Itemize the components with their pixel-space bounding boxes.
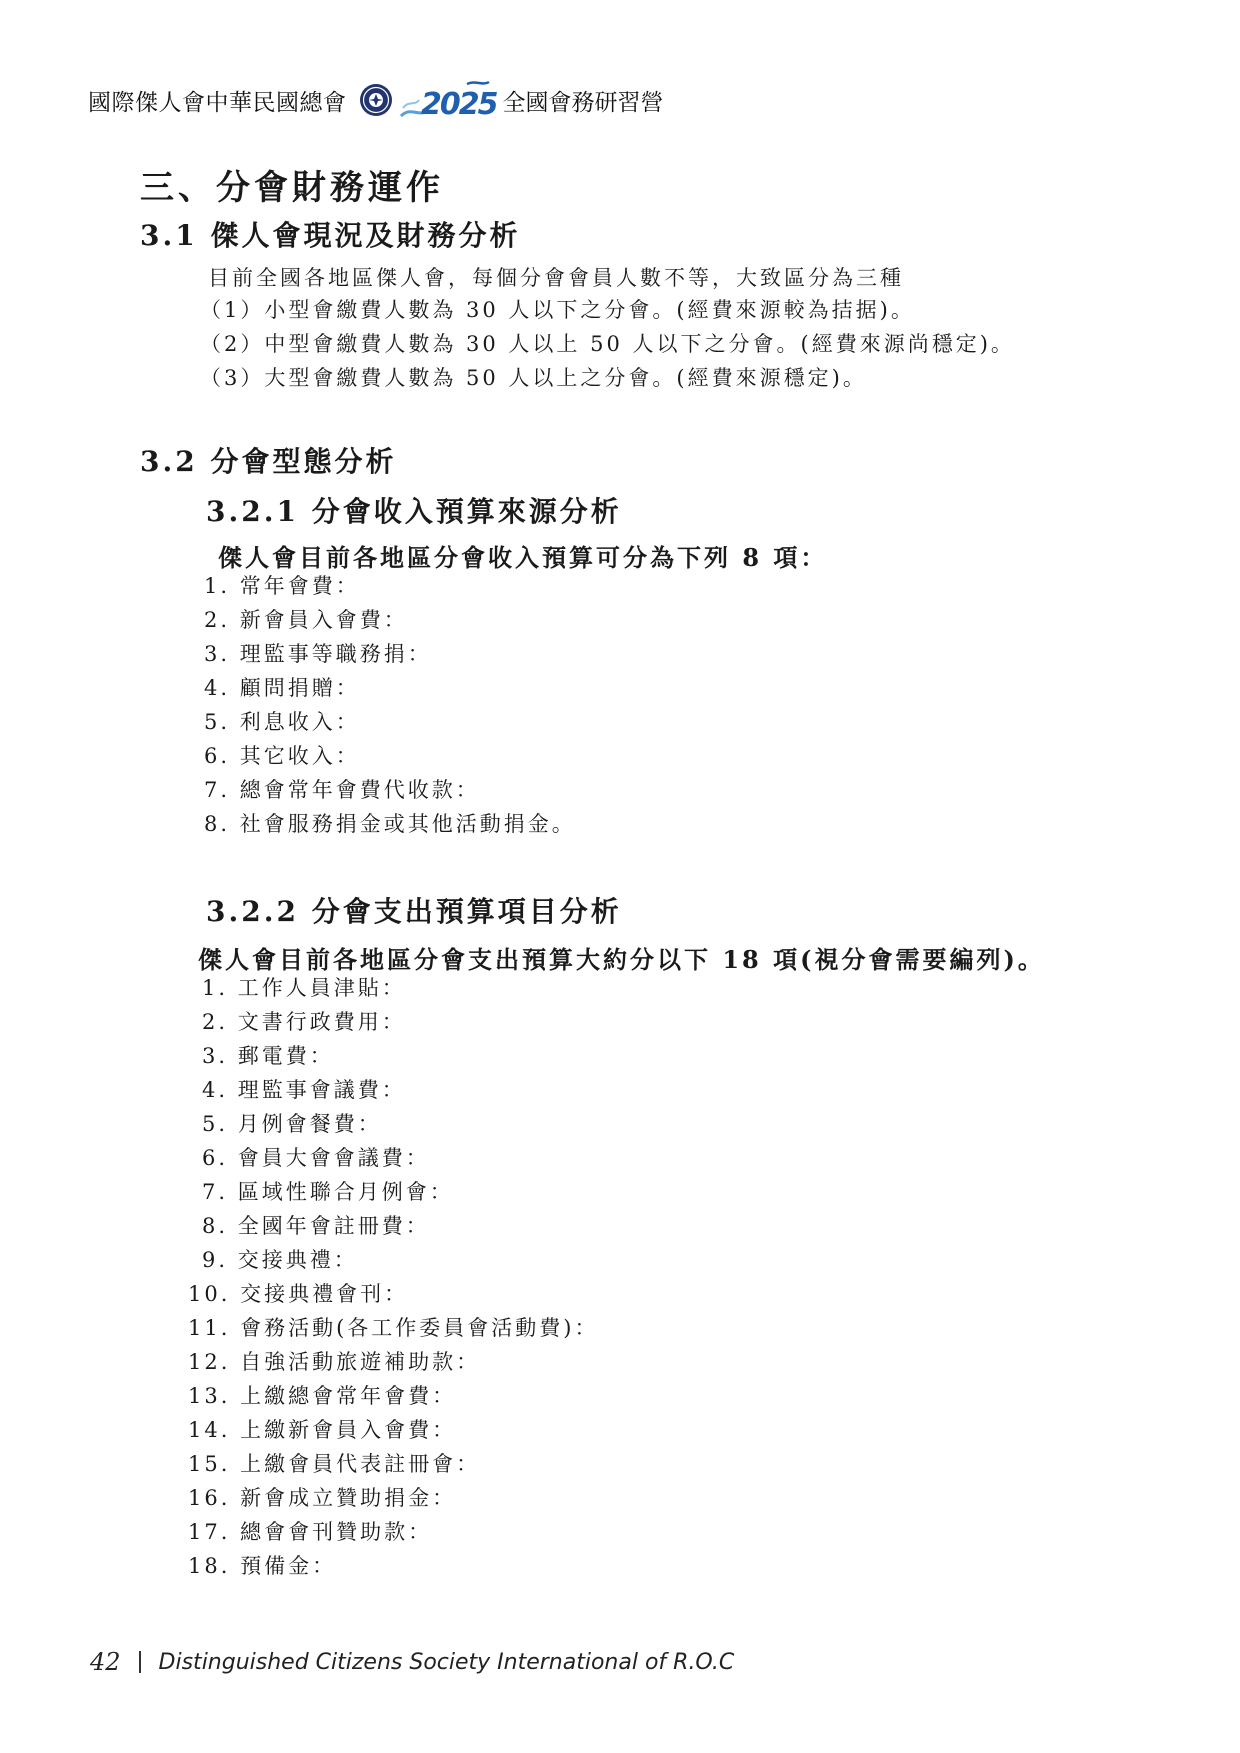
list-item: （2）中型會繳費人數為 30 人以上 50 人以下之分會。(經費來源尚穩定)。 xyxy=(200,332,1015,356)
list-item: 13. 上繳總會常年會費： xyxy=(188,1384,457,1408)
list-item: 16. 新會成立贊助捐金： xyxy=(188,1486,457,1510)
year-text: 2025 xyxy=(420,87,496,122)
list-item: 7. 區域性聯合月例會： xyxy=(202,1180,454,1204)
list-item: 12. 自強活動旅遊補助款： xyxy=(188,1350,481,1374)
list-item: 8. 全國年會註冊費： xyxy=(202,1214,430,1238)
list-item: 8. 社會服務捐金或其他活動捐金。 xyxy=(204,812,576,836)
list-item: 14. 上繳新會員入會費： xyxy=(188,1418,457,1442)
list-item: 4. 顧問捐贈： xyxy=(204,676,360,700)
list-item: 5. 月例會餐費： xyxy=(202,1112,382,1136)
section-title: 三、分會財務運作 xyxy=(140,168,444,208)
footer-divider xyxy=(139,1651,141,1673)
list-item: （3）大型會繳費人數為 50 人以上之分會。(經費來源穩定)。 xyxy=(200,366,867,390)
list-item: 1. 常年會費： xyxy=(204,574,360,598)
event-year-logo xyxy=(397,78,497,122)
list-item: 3. 理監事等職務捐： xyxy=(204,642,432,666)
list-item: 10. 交接典禮會刊： xyxy=(188,1282,409,1306)
organization-name: 國際傑人會中華民國總會 xyxy=(88,89,347,116)
heading-3-2: 3.2 分會型態分析 xyxy=(140,445,397,478)
list-item: 6. 其它收入： xyxy=(204,744,360,768)
page-number: 42 xyxy=(90,1648,121,1676)
list-item: 2. 新會員入會費： xyxy=(204,608,408,632)
list-item: 3. 郵電費： xyxy=(202,1044,334,1068)
list-item: （1）小型會繳費人數為 30 人以下之分會。(經費來源較為拮据)。 xyxy=(200,298,915,322)
list-item: 15. 上繳會員代表註冊會： xyxy=(188,1452,481,1476)
publication-title: Distinguished Citizens Society International of R.O.C xyxy=(158,1649,735,1675)
income-lead: 傑人會目前各地區分會收入預算可分為下列 8 項： xyxy=(218,543,828,572)
heading-3-1: 3.1 傑人會現況及財務分析 xyxy=(140,219,521,252)
event-name: 全國會務研習營 xyxy=(502,89,664,116)
list-item: 6. 會員大會會議費： xyxy=(202,1146,430,1170)
list-item: 5. 利息收入： xyxy=(204,710,360,734)
list-item: 7. 總會常年會費代收款： xyxy=(204,778,480,802)
paragraph-intro: 目前全國各地區傑人會，每個分會會員人數不等，大致區分為三種 xyxy=(208,266,904,290)
list-item: 17. 總會會刊贊助款： xyxy=(188,1520,433,1544)
list-item: 1. 工作人員津貼： xyxy=(202,976,406,1000)
list-item: 2. 文書行政費用： xyxy=(202,1010,406,1034)
expense-lead: 傑人會目前各地區分會支出預算大約分以下 18 項(視分會需要編列)。 xyxy=(198,945,1045,974)
heading-3-2-2: 3.2.2 分會支出預算項目分析 xyxy=(206,895,622,928)
page-header xyxy=(88,78,664,122)
list-item: 4. 理監事會議費： xyxy=(202,1078,406,1102)
list-item: 11. 會務活動(各工作委員會活動費)： xyxy=(188,1316,599,1340)
list-item: 9. 交接典禮： xyxy=(202,1248,358,1272)
heading-3-2-1: 3.2.1 分會收入預算來源分析 xyxy=(206,495,622,528)
list-item: 18. 預備金： xyxy=(188,1554,337,1578)
page-footer xyxy=(90,1648,734,1676)
society-seal-icon xyxy=(359,83,393,117)
